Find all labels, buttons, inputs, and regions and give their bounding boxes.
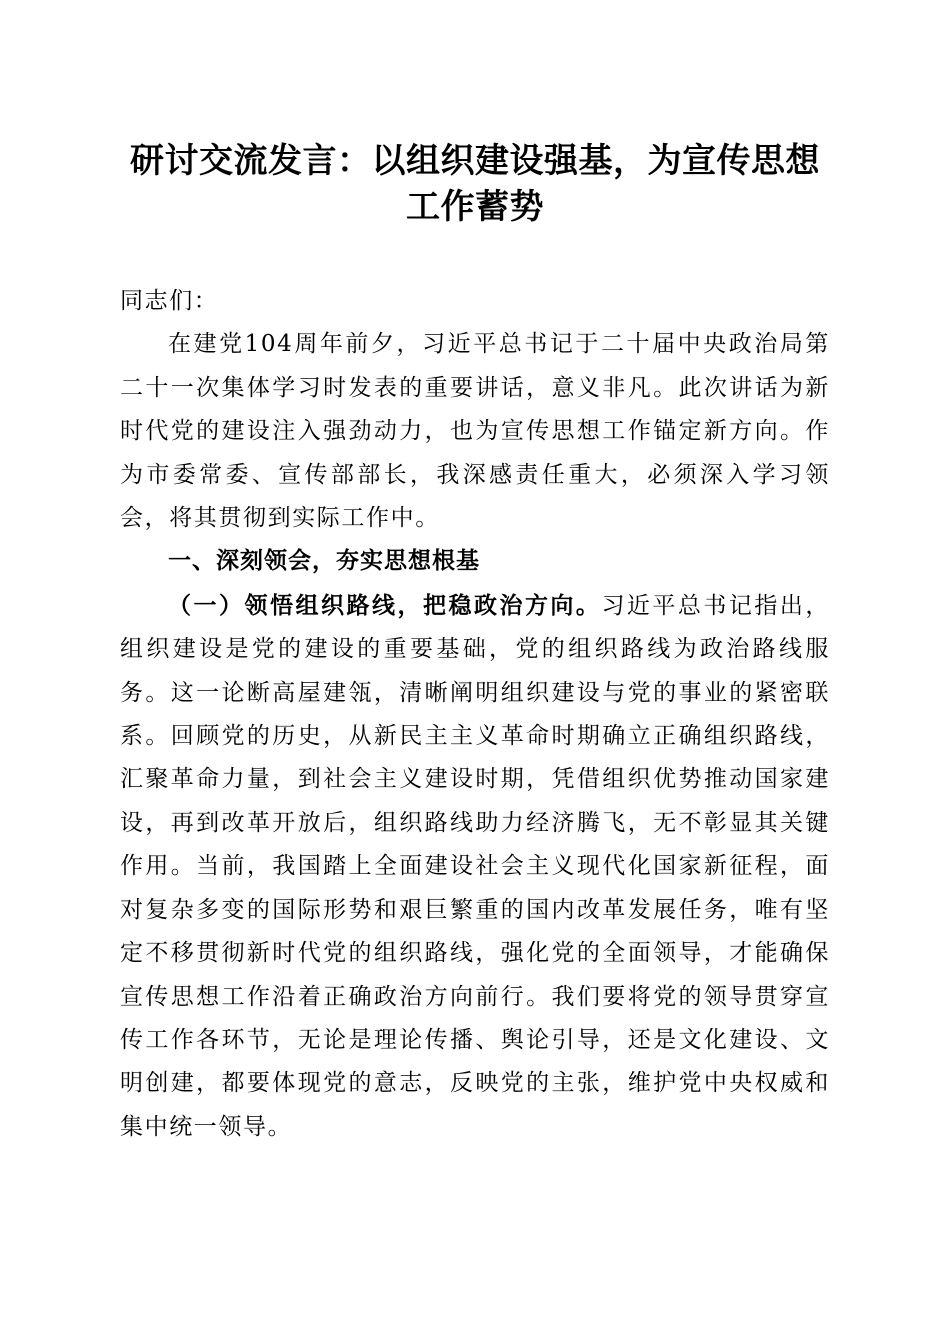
salutation: 同志们： <box>120 288 219 314</box>
document-title <box>120 138 830 230</box>
section-heading-1: 一、深刻领会，夯实思想根基 <box>168 548 480 575</box>
title-line-1: 研讨交流发言：以组织建设强基，为宣传思想 <box>130 141 820 181</box>
document-body <box>120 280 830 1149</box>
title-line-2: 工作蓄势 <box>406 187 544 227</box>
subsection-paragraph-1 <box>120 584 830 1149</box>
subsection-text-1: 习近平总书记指出，组织建设是党的建设的重要基础，党的组织路线为政治路线服务。这一论断高屋建瓴，清晰阐明组织建设与党的事业的紧密联系。回顾党的历史，从新民主主义革命时期确立正确组织路线，汇聚革命力量，到社会主义建设时期，凭借组织优势推动国家建设，再到改革开放后，组织路线助力经济腾飞，无不彰显其关键作用。当前，我国踏上全面建设社会主义现代化国家新征程，面对复杂多变的国际形势和艰巨繁重的国内改革发展任务，唯有坚定不移贯彻新时代党的组织路线，强化党的全面领导，才能确保宣传思想工作沿着正确政治方向前行。我们要将党的领导贯穿宣传工作各环节，无论是理论传播、舆论引导，还是文化建设、文明创建，都要体现党的意志，反映党的主张，维护党中央权威和集中统一领导。 <box>120 592 831 1140</box>
intro-paragraph: 在建党104周年前夕，习近平总书记于二十届中央政治局第二十一次集体学习时发表的重要讲话，意义非凡。此次讲话为新时代党的建设注入强劲动力，也为宣传思想工作锚定新方向。作为市委常委、宣传部部长，我深感责任重大，必须深入学习领会，将其贯彻到实际工作中。 <box>120 331 830 532</box>
document-page <box>120 0 830 1344</box>
subsection-heading-1: （一）领悟组织路线，把稳政治方向。 <box>168 591 602 619</box>
